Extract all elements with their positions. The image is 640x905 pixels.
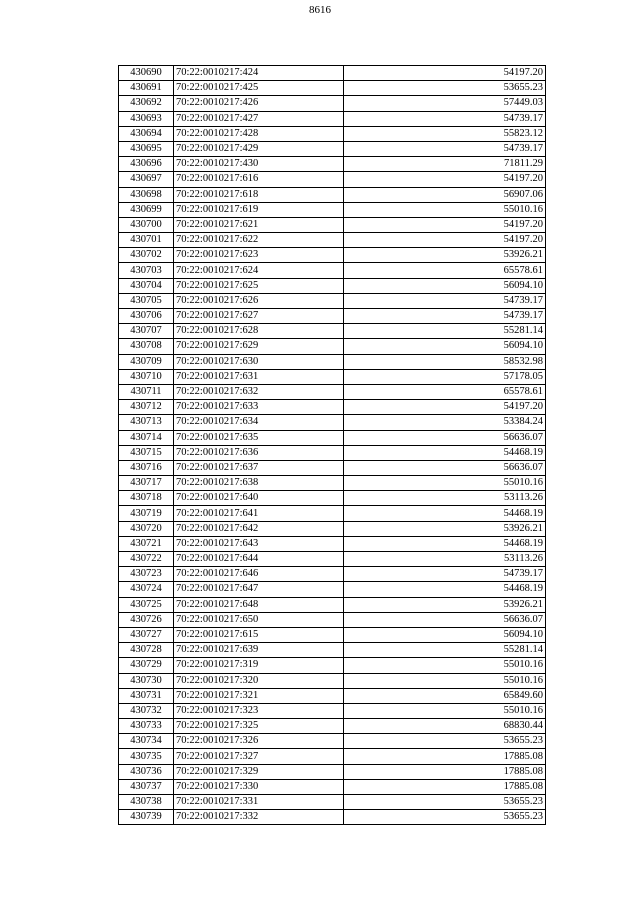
cadastral-value-table — [118, 65, 546, 825]
row-id-cell: 430736 — [119, 764, 174, 779]
table-row — [119, 779, 546, 794]
cadastral-number-cell: 70:22:0010217:321 — [174, 688, 344, 703]
row-id-cell: 430707 — [119, 324, 174, 339]
value-cell: 17885.08 — [344, 764, 546, 779]
row-id-cell: 430706 — [119, 309, 174, 324]
value-cell: 68830.44 — [344, 719, 546, 734]
table-row — [119, 764, 546, 779]
cadastral-number-cell: 70:22:0010217:647 — [174, 582, 344, 597]
cadastral-number-cell: 70:22:0010217:636 — [174, 445, 344, 460]
cadastral-number-cell: 70:22:0010217:638 — [174, 476, 344, 491]
row-id-cell: 430690 — [119, 66, 174, 81]
table-row — [119, 567, 546, 582]
cadastral-number-cell: 70:22:0010217:427 — [174, 111, 344, 126]
value-cell: 54197.20 — [344, 217, 546, 232]
cadastral-number-cell: 70:22:0010217:641 — [174, 506, 344, 521]
table-row — [119, 415, 546, 430]
value-cell: 55010.16 — [344, 476, 546, 491]
value-cell: 55823.12 — [344, 126, 546, 141]
row-id-cell: 430698 — [119, 187, 174, 202]
row-id-cell: 430691 — [119, 81, 174, 96]
row-id-cell: 430705 — [119, 293, 174, 308]
cadastral-number-cell: 70:22:0010217:626 — [174, 293, 344, 308]
table-row — [119, 445, 546, 460]
cadastral-number-cell: 70:22:0010217:424 — [174, 66, 344, 81]
row-id-cell: 430720 — [119, 521, 174, 536]
value-cell: 54197.20 — [344, 400, 546, 415]
value-cell: 53113.26 — [344, 491, 546, 506]
value-cell: 57178.05 — [344, 369, 546, 384]
value-cell: 54468.19 — [344, 445, 546, 460]
value-cell: 55010.16 — [344, 202, 546, 217]
row-id-cell: 430733 — [119, 719, 174, 734]
cadastral-number-cell: 70:22:0010217:320 — [174, 673, 344, 688]
value-cell: 56907.06 — [344, 187, 546, 202]
value-cell: 57449.03 — [344, 96, 546, 111]
table-row — [119, 293, 546, 308]
cadastral-number-cell: 70:22:0010217:426 — [174, 96, 344, 111]
value-cell: 53655.23 — [344, 81, 546, 96]
cadastral-number-cell: 70:22:0010217:615 — [174, 627, 344, 642]
cadastral-number-cell: 70:22:0010217:618 — [174, 187, 344, 202]
value-cell: 54468.19 — [344, 536, 546, 551]
value-cell: 54739.17 — [344, 309, 546, 324]
row-id-cell: 430731 — [119, 688, 174, 703]
row-id-cell: 430703 — [119, 263, 174, 278]
value-cell: 54468.19 — [344, 582, 546, 597]
cadastral-number-cell: 70:22:0010217:627 — [174, 309, 344, 324]
cadastral-number-cell: 70:22:0010217:628 — [174, 324, 344, 339]
value-cell: 65578.61 — [344, 384, 546, 399]
table-row — [119, 400, 546, 415]
row-id-cell: 430723 — [119, 567, 174, 582]
cadastral-number-cell: 70:22:0010217:630 — [174, 354, 344, 369]
table-row — [119, 233, 546, 248]
row-id-cell: 430692 — [119, 96, 174, 111]
cadastral-number-cell: 70:22:0010217:425 — [174, 81, 344, 96]
value-cell: 58532.98 — [344, 354, 546, 369]
row-id-cell: 430724 — [119, 582, 174, 597]
value-cell: 53926.21 — [344, 521, 546, 536]
table-row — [119, 172, 546, 187]
cadastral-number-cell: 70:22:0010217:650 — [174, 612, 344, 627]
row-id-cell: 430732 — [119, 703, 174, 718]
table-row — [119, 384, 546, 399]
cadastral-number-cell: 70:22:0010217:621 — [174, 217, 344, 232]
table-row — [119, 369, 546, 384]
table-row — [119, 597, 546, 612]
row-id-cell: 430728 — [119, 643, 174, 658]
row-id-cell: 430718 — [119, 491, 174, 506]
row-id-cell: 430701 — [119, 233, 174, 248]
row-id-cell: 430715 — [119, 445, 174, 460]
value-cell: 53655.23 — [344, 795, 546, 810]
cadastral-number-cell: 70:22:0010217:624 — [174, 263, 344, 278]
cadastral-number-cell: 70:22:0010217:325 — [174, 719, 344, 734]
table-row — [119, 66, 546, 81]
table-row — [119, 795, 546, 810]
value-cell: 65849.60 — [344, 688, 546, 703]
cadastral-number-cell: 70:22:0010217:632 — [174, 384, 344, 399]
value-cell: 54468.19 — [344, 506, 546, 521]
value-cell: 53655.23 — [344, 734, 546, 749]
cadastral-number-cell: 70:22:0010217:635 — [174, 430, 344, 445]
cadastral-number-cell: 70:22:0010217:643 — [174, 536, 344, 551]
table-row — [119, 460, 546, 475]
cadastral-number-cell: 70:22:0010217:642 — [174, 521, 344, 536]
cadastral-number-cell: 70:22:0010217:625 — [174, 278, 344, 293]
row-id-cell: 430711 — [119, 384, 174, 399]
cadastral-number-cell: 70:22:0010217:428 — [174, 126, 344, 141]
table-row — [119, 187, 546, 202]
cadastral-number-cell: 70:22:0010217:629 — [174, 339, 344, 354]
value-cell: 65578.61 — [344, 263, 546, 278]
cadastral-number-cell: 70:22:0010217:619 — [174, 202, 344, 217]
row-id-cell: 430704 — [119, 278, 174, 293]
table-row — [119, 627, 546, 642]
row-id-cell: 430729 — [119, 658, 174, 673]
row-id-cell: 430694 — [119, 126, 174, 141]
row-id-cell: 430716 — [119, 460, 174, 475]
table-row — [119, 810, 546, 825]
table-row — [119, 157, 546, 172]
row-id-cell: 430738 — [119, 795, 174, 810]
row-id-cell: 430702 — [119, 248, 174, 263]
value-cell: 56636.07 — [344, 430, 546, 445]
cadastral-number-cell: 70:22:0010217:323 — [174, 703, 344, 718]
value-cell: 56636.07 — [344, 460, 546, 475]
cadastral-number-cell: 70:22:0010217:623 — [174, 248, 344, 263]
value-cell: 55010.16 — [344, 658, 546, 673]
value-cell: 53384.24 — [344, 415, 546, 430]
value-cell: 54739.17 — [344, 567, 546, 582]
table-row — [119, 111, 546, 126]
table-row — [119, 263, 546, 278]
cadastral-number-cell: 70:22:0010217:633 — [174, 400, 344, 415]
row-id-cell: 430699 — [119, 202, 174, 217]
cadastral-number-cell: 70:22:0010217:631 — [174, 369, 344, 384]
table-row — [119, 673, 546, 688]
cadastral-number-cell: 70:22:0010217:430 — [174, 157, 344, 172]
cadastral-number-cell: 70:22:0010217:331 — [174, 795, 344, 810]
table-row — [119, 96, 546, 111]
table-row — [119, 248, 546, 263]
value-cell: 54739.17 — [344, 111, 546, 126]
row-id-cell: 430737 — [119, 779, 174, 794]
cadastral-number-cell: 70:22:0010217:639 — [174, 643, 344, 658]
table-row — [119, 521, 546, 536]
value-cell: 56094.10 — [344, 627, 546, 642]
row-id-cell: 430726 — [119, 612, 174, 627]
table-row — [119, 552, 546, 567]
table-row — [119, 476, 546, 491]
value-cell: 53655.23 — [344, 810, 546, 825]
table-row — [119, 126, 546, 141]
cadastral-number-cell: 70:22:0010217:329 — [174, 764, 344, 779]
cadastral-number-cell: 70:22:0010217:326 — [174, 734, 344, 749]
cadastral-number-cell: 70:22:0010217:330 — [174, 779, 344, 794]
value-cell: 17885.08 — [344, 779, 546, 794]
table-row — [119, 324, 546, 339]
page-number: 8616 — [309, 4, 331, 16]
table-row — [119, 749, 546, 764]
value-cell: 55010.16 — [344, 673, 546, 688]
row-id-cell: 430693 — [119, 111, 174, 126]
row-id-cell: 430697 — [119, 172, 174, 187]
value-cell: 54197.20 — [344, 172, 546, 187]
value-cell: 56094.10 — [344, 339, 546, 354]
cadastral-number-cell: 70:22:0010217:634 — [174, 415, 344, 430]
table-row — [119, 719, 546, 734]
table-row — [119, 612, 546, 627]
row-id-cell: 430713 — [119, 415, 174, 430]
value-cell: 53113.26 — [344, 552, 546, 567]
table-body — [119, 66, 546, 825]
row-id-cell: 430725 — [119, 597, 174, 612]
value-cell: 56094.10 — [344, 278, 546, 293]
cadastral-number-cell: 70:22:0010217:327 — [174, 749, 344, 764]
cadastral-number-cell: 70:22:0010217:429 — [174, 141, 344, 156]
table-row — [119, 202, 546, 217]
row-id-cell: 430710 — [119, 369, 174, 384]
row-id-cell: 430727 — [119, 627, 174, 642]
value-cell: 55281.14 — [344, 643, 546, 658]
cadastral-number-cell: 70:22:0010217:622 — [174, 233, 344, 248]
cadastral-number-cell: 70:22:0010217:644 — [174, 552, 344, 567]
row-id-cell: 430708 — [119, 339, 174, 354]
table-row — [119, 430, 546, 445]
value-cell: 53926.21 — [344, 248, 546, 263]
row-id-cell: 430719 — [119, 506, 174, 521]
value-cell: 55281.14 — [344, 324, 546, 339]
table-row — [119, 643, 546, 658]
row-id-cell: 430709 — [119, 354, 174, 369]
row-id-cell: 430714 — [119, 430, 174, 445]
row-id-cell: 430712 — [119, 400, 174, 415]
row-id-cell: 430700 — [119, 217, 174, 232]
cadastral-number-cell: 70:22:0010217:640 — [174, 491, 344, 506]
value-cell: 17885.08 — [344, 749, 546, 764]
value-cell: 54739.17 — [344, 141, 546, 156]
table-row — [119, 703, 546, 718]
value-cell: 54197.20 — [344, 66, 546, 81]
cadastral-number-cell: 70:22:0010217:319 — [174, 658, 344, 673]
row-id-cell: 430730 — [119, 673, 174, 688]
table-row — [119, 536, 546, 551]
row-id-cell: 430695 — [119, 141, 174, 156]
row-id-cell: 430717 — [119, 476, 174, 491]
value-cell: 54739.17 — [344, 293, 546, 308]
cadastral-number-cell: 70:22:0010217:616 — [174, 172, 344, 187]
table-row — [119, 491, 546, 506]
cadastral-number-cell: 70:22:0010217:637 — [174, 460, 344, 475]
cadastral-number-cell: 70:22:0010217:332 — [174, 810, 344, 825]
row-id-cell: 430734 — [119, 734, 174, 749]
table-row — [119, 278, 546, 293]
value-cell: 53926.21 — [344, 597, 546, 612]
table-row — [119, 309, 546, 324]
table-row — [119, 582, 546, 597]
row-id-cell: 430722 — [119, 552, 174, 567]
cadastral-number-cell: 70:22:0010217:648 — [174, 597, 344, 612]
table-row — [119, 354, 546, 369]
cadastral-number-cell: 70:22:0010217:646 — [174, 567, 344, 582]
value-cell: 54197.20 — [344, 233, 546, 248]
table-row — [119, 734, 546, 749]
table-row — [119, 141, 546, 156]
table-row — [119, 217, 546, 232]
row-id-cell: 430739 — [119, 810, 174, 825]
row-id-cell: 430735 — [119, 749, 174, 764]
value-cell: 56636.07 — [344, 612, 546, 627]
value-cell: 55010.16 — [344, 703, 546, 718]
table-row — [119, 688, 546, 703]
row-id-cell: 430696 — [119, 157, 174, 172]
value-cell: 71811.29 — [344, 157, 546, 172]
table-row — [119, 81, 546, 96]
row-id-cell: 430721 — [119, 536, 174, 551]
table-row — [119, 506, 546, 521]
table-row — [119, 658, 546, 673]
table-row — [119, 339, 546, 354]
